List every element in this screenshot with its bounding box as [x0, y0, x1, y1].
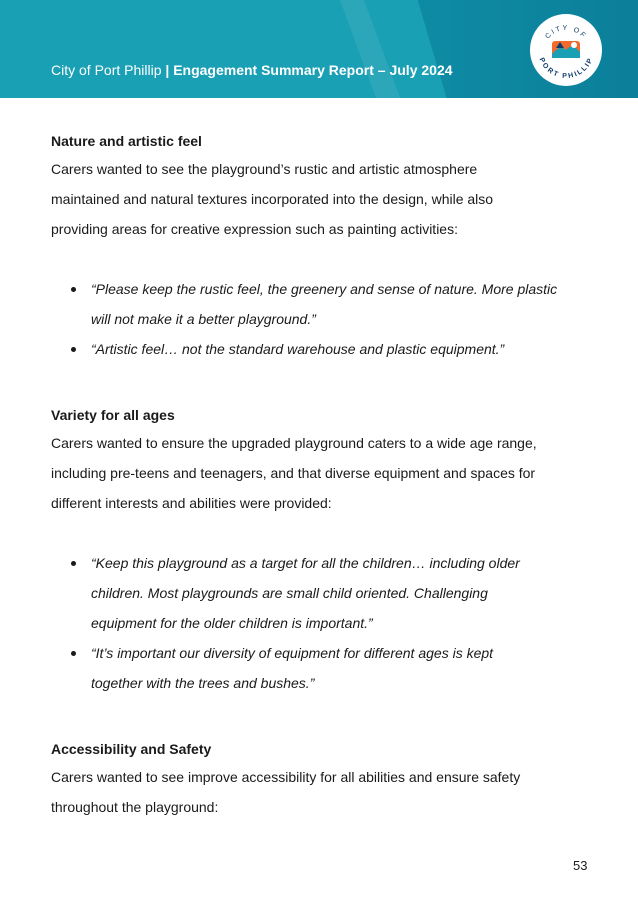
city-of-port-phillip-logo	[530, 14, 602, 86]
report-header	[0, 0, 638, 98]
header-accent-stripe	[340, 0, 400, 98]
logo-bottom-text: PORT PHILLIP	[537, 56, 595, 81]
section-heading: Accessibility and Safety	[51, 741, 212, 757]
intro-line: maintained and natural textures incorporated into the design, while also	[51, 191, 494, 207]
logo-top-text: CITY OF	[544, 24, 588, 41]
section-heading: Nature and artistic feel	[51, 133, 202, 149]
intro-line: Carers wanted to see improve accessibility for all abilities and ensure safety	[51, 769, 521, 785]
quote-line: “Artistic feel… not the standard warehouse and plastic equipment.”	[91, 341, 505, 357]
intro-line: providing areas for creative expression such as painting activities:	[51, 221, 458, 237]
quote-line: “It’s important our diversity of equipment for different ages is kept	[91, 645, 494, 661]
section-variety	[51, 402, 596, 698]
quote-item	[51, 638, 596, 698]
intro-line: throughout the playground:	[51, 799, 219, 815]
quote-line: will not make it a better playground.”	[91, 311, 316, 327]
header-org: City of Port Phillip	[51, 62, 162, 78]
quote-item	[51, 548, 596, 638]
quote-line: children. Most playgrounds are small child oriented. Challenging	[91, 585, 488, 601]
section-intro	[51, 154, 596, 244]
quote-line: equipment for the older children is important.”	[91, 615, 373, 631]
quote-list	[51, 274, 596, 364]
quote-line: “Please keep the rustic feel, the greenery and sense of nature. More plastic	[91, 281, 558, 297]
section-nature	[51, 128, 596, 364]
intro-line: including pre-teens and teenagers, and that diverse equipment and spaces for	[51, 465, 536, 481]
header-report-title: Engagement Summary Report – July 2024	[173, 62, 453, 78]
page-content	[51, 128, 596, 822]
logo-sun-dot	[571, 42, 577, 48]
intro-line: Carers wanted to ensure the upgraded playground caters to a wide age range,	[51, 435, 537, 451]
section-heading: Variety for all ages	[51, 407, 175, 423]
intro-line: Carers wanted to see the playground’s rustic and artistic atmosphere	[51, 161, 478, 177]
section-intro	[51, 428, 596, 518]
header-separator: |	[165, 62, 170, 78]
quote-item	[51, 334, 596, 364]
header-title	[51, 62, 453, 78]
section-intro	[51, 762, 596, 822]
quote-line: together with the trees and bushes.”	[91, 675, 315, 691]
intro-line: different interests and abilities were provided:	[51, 495, 332, 511]
quote-line: “Keep this playground as a target for all the children… including older	[91, 555, 520, 571]
quote-list	[51, 548, 596, 698]
page-number: 53	[573, 858, 588, 873]
logo-icon	[530, 14, 602, 86]
quote-item	[51, 274, 596, 334]
section-accessibility	[51, 736, 596, 822]
